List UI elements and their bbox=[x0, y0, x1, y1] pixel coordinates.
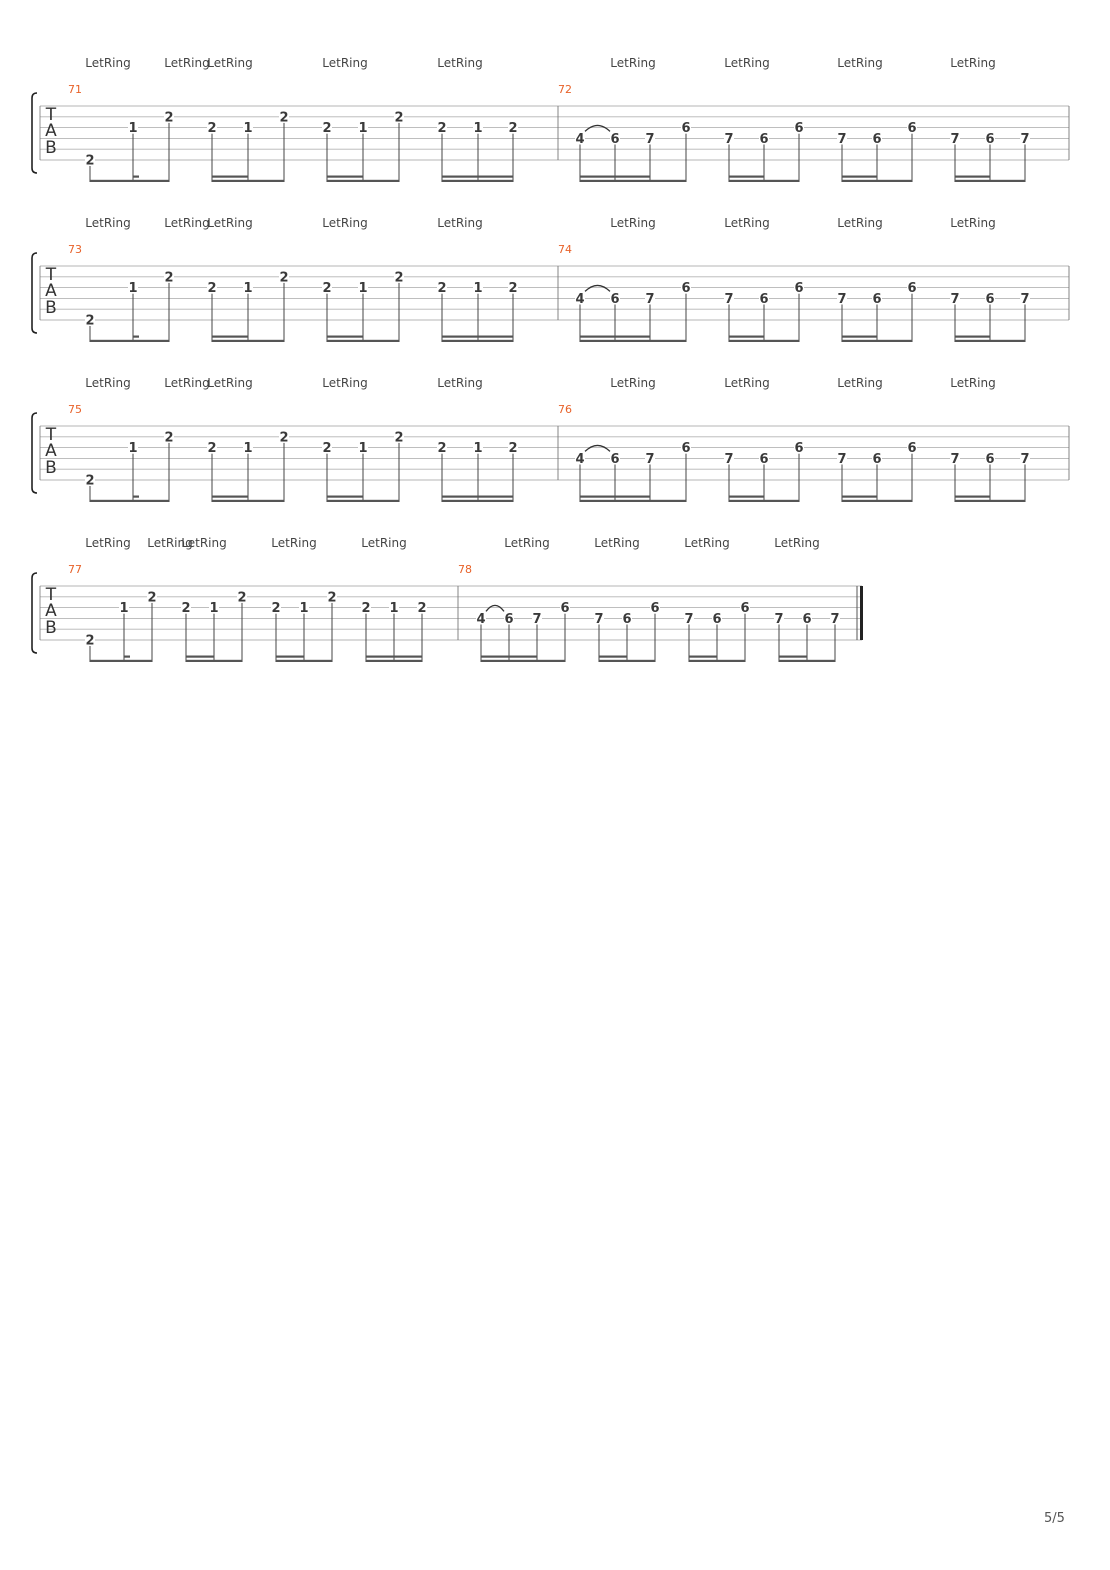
fret-number: 7 bbox=[1020, 451, 1030, 467]
fret-number: 2 bbox=[394, 430, 404, 446]
beam-primary bbox=[779, 660, 835, 662]
beam-secondary bbox=[186, 656, 214, 658]
beam-primary bbox=[599, 660, 655, 662]
beam-secondary bbox=[212, 496, 248, 498]
beam-secondary bbox=[327, 336, 363, 338]
beam-secondary bbox=[615, 496, 650, 498]
let-ring-label: LetRing bbox=[361, 536, 407, 550]
fret-number: 7 bbox=[724, 291, 734, 307]
beam-secondary bbox=[481, 656, 509, 658]
fret-number: 6 bbox=[650, 601, 660, 617]
beam-secondary bbox=[327, 176, 363, 178]
page-number: 5/5 bbox=[1044, 1511, 1065, 1526]
let-ring-label: LetRing bbox=[437, 216, 483, 230]
fret-number: 7 bbox=[1020, 131, 1030, 147]
beam-secondary bbox=[955, 176, 990, 178]
fret-number: 2 bbox=[207, 281, 217, 297]
let-ring-label: LetRing bbox=[837, 56, 883, 70]
tab-clef-letter: B bbox=[45, 138, 57, 158]
let-ring-label: LetRing bbox=[504, 536, 550, 550]
fret-number: 7 bbox=[532, 611, 542, 627]
tab-clef-letter: B bbox=[45, 618, 57, 638]
fret-number: 7 bbox=[950, 291, 960, 307]
tab-clef-letter: A bbox=[45, 441, 57, 461]
fret-number: 2 bbox=[207, 121, 217, 137]
fret-number: 7 bbox=[645, 291, 655, 307]
beam-secondary bbox=[615, 336, 650, 338]
beam-secondary bbox=[212, 336, 248, 338]
fret-number: 7 bbox=[645, 451, 655, 467]
measure-number: 71 bbox=[68, 83, 82, 96]
beam-secondary bbox=[580, 496, 615, 498]
fret-number: 4 bbox=[575, 451, 585, 467]
beam-stub bbox=[133, 176, 139, 178]
measure-number: 78 bbox=[458, 563, 472, 576]
let-ring-label: LetRing bbox=[207, 216, 253, 230]
fret-number: 6 bbox=[610, 291, 620, 307]
beam-primary bbox=[955, 500, 1025, 502]
system-bracket bbox=[32, 573, 37, 653]
beam-primary bbox=[580, 500, 686, 502]
tie-arc bbox=[585, 285, 610, 291]
tab-clef-letter: A bbox=[45, 601, 57, 621]
beam-secondary bbox=[478, 336, 513, 338]
fret-number: 6 bbox=[985, 291, 995, 307]
beam-secondary bbox=[212, 176, 248, 178]
beam-secondary bbox=[955, 496, 990, 498]
beam-secondary bbox=[509, 656, 537, 658]
fret-number: 6 bbox=[610, 131, 620, 147]
beam-primary bbox=[955, 340, 1025, 342]
fret-number: 2 bbox=[279, 110, 289, 126]
fret-number: 2 bbox=[437, 121, 447, 137]
fret-number: 2 bbox=[164, 110, 174, 126]
measure-number: 73 bbox=[68, 243, 82, 256]
system-bracket bbox=[32, 253, 37, 333]
fret-number: 1 bbox=[119, 601, 129, 617]
fret-number: 6 bbox=[740, 601, 750, 617]
fret-number: 6 bbox=[622, 611, 632, 627]
fret-number: 6 bbox=[681, 281, 691, 297]
fret-number: 7 bbox=[724, 451, 734, 467]
beam-primary bbox=[90, 500, 169, 502]
fret-number: 1 bbox=[243, 121, 253, 137]
fret-number: 2 bbox=[147, 590, 157, 606]
fret-number: 1 bbox=[128, 281, 138, 297]
beam-primary bbox=[90, 660, 152, 662]
let-ring-label: LetRing bbox=[594, 536, 640, 550]
fret-number: 2 bbox=[508, 281, 518, 297]
beam-secondary bbox=[442, 176, 478, 178]
beam-primary bbox=[366, 660, 422, 662]
measure-number: 74 bbox=[558, 243, 572, 256]
let-ring-label: LetRing bbox=[610, 216, 656, 230]
beam-primary bbox=[212, 500, 284, 502]
fret-number: 6 bbox=[681, 121, 691, 137]
fret-number: 2 bbox=[322, 281, 332, 297]
fret-number: 6 bbox=[872, 451, 882, 467]
fret-number: 1 bbox=[389, 601, 399, 617]
fret-number: 2 bbox=[207, 441, 217, 457]
beam-primary bbox=[90, 180, 169, 182]
fret-number: 7 bbox=[645, 131, 655, 147]
fret-number: 2 bbox=[508, 441, 518, 457]
let-ring-label: LetRing bbox=[950, 376, 996, 390]
fret-number: 2 bbox=[322, 441, 332, 457]
fret-number: 6 bbox=[759, 451, 769, 467]
fret-number: 6 bbox=[794, 281, 804, 297]
beam-primary bbox=[580, 180, 686, 182]
beam-primary bbox=[689, 660, 745, 662]
beam-secondary bbox=[478, 176, 513, 178]
fret-number: 2 bbox=[394, 270, 404, 286]
tab-clef-letter: A bbox=[45, 121, 57, 141]
fret-number: 2 bbox=[322, 121, 332, 137]
fret-number: 6 bbox=[985, 131, 995, 147]
tie-arc bbox=[486, 605, 504, 611]
beam-primary bbox=[842, 180, 912, 182]
let-ring-label: LetRing bbox=[271, 536, 317, 550]
fret-number: 6 bbox=[872, 291, 882, 307]
fret-number: 2 bbox=[279, 430, 289, 446]
fret-number: 2 bbox=[271, 601, 281, 617]
let-ring-label: LetRing bbox=[322, 216, 368, 230]
let-ring-label: LetRing bbox=[85, 536, 131, 550]
measure-number: 75 bbox=[68, 403, 82, 416]
fret-number: 6 bbox=[712, 611, 722, 627]
fret-number: 7 bbox=[724, 131, 734, 147]
fret-number: 6 bbox=[907, 121, 917, 137]
fret-number: 6 bbox=[681, 441, 691, 457]
let-ring-label: LetRing bbox=[437, 56, 483, 70]
let-ring-label: LetRing bbox=[85, 56, 131, 70]
fret-number: 1 bbox=[473, 121, 483, 137]
beam-primary bbox=[90, 340, 169, 342]
fret-number: 7 bbox=[774, 611, 784, 627]
beam-secondary bbox=[689, 656, 717, 658]
fret-number: 2 bbox=[85, 153, 95, 169]
beam-secondary bbox=[729, 176, 764, 178]
let-ring-label: LetRing bbox=[322, 376, 368, 390]
let-ring-label: LetRing bbox=[684, 536, 730, 550]
fret-number: 2 bbox=[85, 313, 95, 329]
tie-arc bbox=[585, 125, 610, 131]
let-ring-label: LetRing bbox=[164, 56, 210, 70]
fret-number: 6 bbox=[560, 601, 570, 617]
fret-number: 6 bbox=[802, 611, 812, 627]
let-ring-label: LetRing bbox=[724, 56, 770, 70]
beam-secondary bbox=[327, 496, 363, 498]
measure-number: 77 bbox=[68, 563, 82, 576]
beam-stub bbox=[133, 336, 139, 338]
beam-secondary bbox=[599, 656, 627, 658]
fret-number: 1 bbox=[473, 441, 483, 457]
beam-secondary bbox=[442, 336, 478, 338]
beam-secondary bbox=[478, 496, 513, 498]
beam-primary bbox=[276, 660, 332, 662]
fret-number: 1 bbox=[209, 601, 219, 617]
let-ring-label: LetRing bbox=[837, 216, 883, 230]
beam-primary bbox=[327, 180, 399, 182]
fret-number: 2 bbox=[181, 601, 191, 617]
fret-number: 4 bbox=[575, 291, 585, 307]
beam-secondary bbox=[842, 336, 877, 338]
let-ring-label: LetRing bbox=[207, 56, 253, 70]
let-ring-label: LetRing bbox=[837, 376, 883, 390]
beam-primary bbox=[212, 340, 284, 342]
fret-number: 2 bbox=[164, 270, 174, 286]
let-ring-label: LetRing bbox=[164, 376, 210, 390]
beam-primary bbox=[442, 180, 513, 182]
beam-primary bbox=[729, 180, 799, 182]
let-ring-label: LetRing bbox=[950, 216, 996, 230]
beam-primary bbox=[729, 500, 799, 502]
beam-stub bbox=[133, 496, 139, 498]
beam-secondary bbox=[615, 176, 650, 178]
tab-clef-letter: B bbox=[45, 298, 57, 318]
let-ring-label: LetRing bbox=[950, 56, 996, 70]
measure-number: 72 bbox=[558, 83, 572, 96]
fret-number: 2 bbox=[394, 110, 404, 126]
beam-primary bbox=[327, 500, 399, 502]
beam-primary bbox=[729, 340, 799, 342]
fret-number: 6 bbox=[794, 441, 804, 457]
fret-number: 6 bbox=[794, 121, 804, 137]
beam-secondary bbox=[580, 336, 615, 338]
fret-number: 7 bbox=[1020, 291, 1030, 307]
fret-number: 6 bbox=[985, 451, 995, 467]
beam-primary bbox=[955, 180, 1025, 182]
beam-secondary bbox=[580, 176, 615, 178]
let-ring-label: LetRing bbox=[724, 216, 770, 230]
fret-number: 1 bbox=[128, 121, 138, 137]
let-ring-label: LetRing bbox=[610, 376, 656, 390]
fret-number: 2 bbox=[437, 281, 447, 297]
beam-secondary bbox=[366, 656, 394, 658]
beam-primary bbox=[442, 340, 513, 342]
tab-clef-letter: A bbox=[45, 281, 57, 301]
beam-secondary bbox=[955, 336, 990, 338]
fret-number: 2 bbox=[85, 473, 95, 489]
beam-primary bbox=[842, 500, 912, 502]
let-ring-label: LetRing bbox=[85, 216, 131, 230]
let-ring-label: LetRing bbox=[147, 536, 193, 550]
let-ring-label: LetRing bbox=[610, 56, 656, 70]
final-barline bbox=[860, 586, 863, 640]
fret-number: 1 bbox=[299, 601, 309, 617]
beam-secondary bbox=[442, 496, 478, 498]
fret-number: 6 bbox=[907, 281, 917, 297]
tab-clef-letter: T bbox=[45, 265, 57, 285]
fret-number: 4 bbox=[476, 611, 486, 627]
fret-number: 6 bbox=[907, 441, 917, 457]
tab-clef-letter: T bbox=[45, 105, 57, 125]
fret-number: 2 bbox=[279, 270, 289, 286]
fret-number: 7 bbox=[837, 451, 847, 467]
beam-secondary bbox=[779, 656, 807, 658]
measure-number: 76 bbox=[558, 403, 572, 416]
fret-number: 2 bbox=[361, 601, 371, 617]
beam-secondary bbox=[842, 496, 877, 498]
beam-secondary bbox=[394, 656, 422, 658]
fret-number: 7 bbox=[837, 291, 847, 307]
fret-number: 7 bbox=[684, 611, 694, 627]
fret-number: 2 bbox=[508, 121, 518, 137]
let-ring-label: LetRing bbox=[181, 536, 227, 550]
fret-number: 2 bbox=[417, 601, 427, 617]
fret-number: 1 bbox=[358, 441, 368, 457]
beam-secondary bbox=[276, 656, 304, 658]
fret-number: 2 bbox=[237, 590, 247, 606]
fret-number: 6 bbox=[610, 451, 620, 467]
beam-primary bbox=[327, 340, 399, 342]
fret-number: 7 bbox=[594, 611, 604, 627]
beam-secondary bbox=[729, 336, 764, 338]
tab-clef-letter: T bbox=[45, 425, 57, 445]
fret-number: 2 bbox=[164, 430, 174, 446]
fret-number: 2 bbox=[327, 590, 337, 606]
let-ring-label: LetRing bbox=[207, 376, 253, 390]
fret-number: 1 bbox=[358, 281, 368, 297]
fret-number: 1 bbox=[243, 281, 253, 297]
fret-number: 7 bbox=[837, 131, 847, 147]
beam-primary bbox=[842, 340, 912, 342]
fret-number: 6 bbox=[759, 291, 769, 307]
let-ring-label: LetRing bbox=[774, 536, 820, 550]
let-ring-label: LetRing bbox=[164, 216, 210, 230]
let-ring-label: LetRing bbox=[437, 376, 483, 390]
let-ring-label: LetRing bbox=[724, 376, 770, 390]
fret-number: 4 bbox=[575, 131, 585, 147]
fret-number: 6 bbox=[872, 131, 882, 147]
beam-stub bbox=[124, 656, 130, 658]
fret-number: 2 bbox=[85, 633, 95, 649]
fret-number: 6 bbox=[504, 611, 514, 627]
fret-number: 2 bbox=[437, 441, 447, 457]
beam-primary bbox=[580, 340, 686, 342]
fret-number: 1 bbox=[473, 281, 483, 297]
tab-clef-letter: B bbox=[45, 458, 57, 478]
beam-secondary bbox=[729, 496, 764, 498]
fret-number: 7 bbox=[950, 451, 960, 467]
system-bracket bbox=[32, 413, 37, 493]
fret-number: 7 bbox=[950, 131, 960, 147]
beam-primary bbox=[186, 660, 242, 662]
fret-number: 7 bbox=[830, 611, 840, 627]
fret-number: 6 bbox=[759, 131, 769, 147]
tie-arc bbox=[585, 445, 610, 451]
fret-number: 1 bbox=[128, 441, 138, 457]
beam-primary bbox=[212, 180, 284, 182]
fret-number: 1 bbox=[243, 441, 253, 457]
beam-primary bbox=[481, 660, 565, 662]
let-ring-label: LetRing bbox=[322, 56, 368, 70]
tab-clef-letter: T bbox=[45, 585, 57, 605]
system-bracket bbox=[32, 93, 37, 173]
beam-primary bbox=[442, 500, 513, 502]
beam-secondary bbox=[842, 176, 877, 178]
let-ring-label: LetRing bbox=[85, 376, 131, 390]
fret-number: 1 bbox=[358, 121, 368, 137]
